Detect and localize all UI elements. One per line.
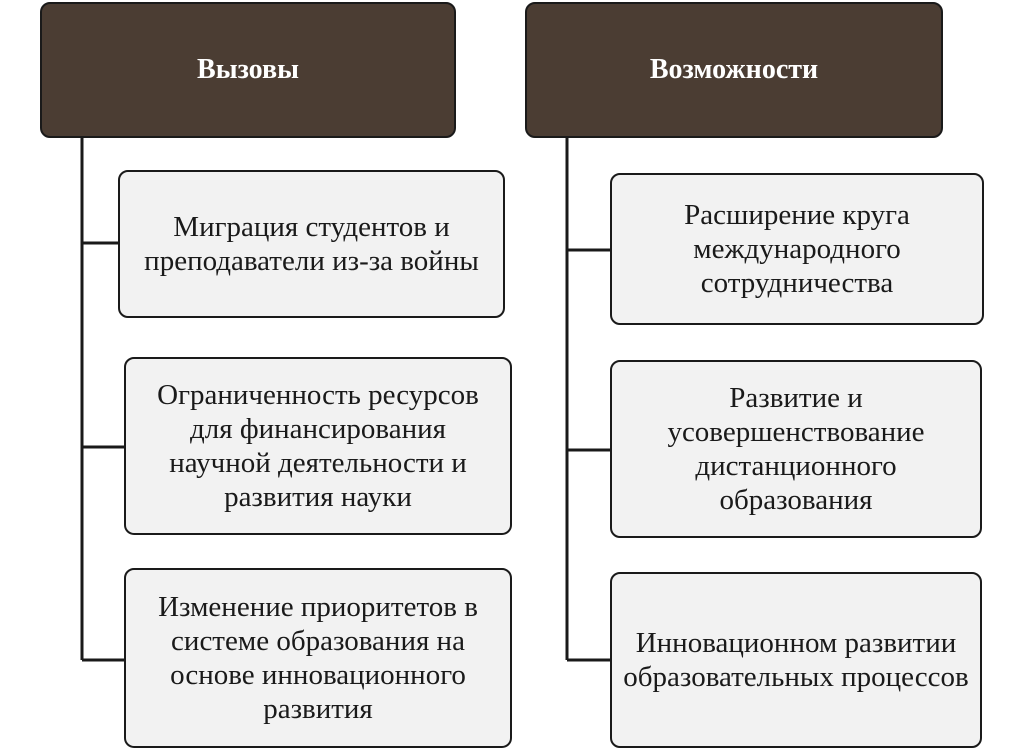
challenge-box-3	[124, 568, 512, 748]
challenge-box-1	[118, 170, 505, 318]
opportunity-text-1: Расширение круга международного сотрудничества	[684, 199, 910, 299]
opportunity-box-1	[610, 173, 984, 325]
challenge-box-2	[124, 357, 512, 535]
opportunity-box-3	[610, 572, 982, 748]
opportunity-box-2	[610, 360, 982, 538]
header-challenges-label: Вызовы	[197, 54, 299, 85]
challenge-text-3: Изменение приоритетов в системе образования на основе инновационного развития	[158, 591, 478, 725]
header-opportunities-label: Возможности	[649, 54, 819, 85]
header-challenges	[40, 2, 456, 138]
challenge-text-2: Ограниченность ресурсов для финансирования научной деятельности и развития науки	[157, 379, 479, 513]
header-opportunities	[525, 2, 943, 138]
challenge-text-1: Миграция студентов и преподаватели из-за войны	[144, 211, 479, 277]
opportunity-text-2: Развитие и усовершенствование дистанционного образования	[667, 382, 925, 516]
opportunity-text-3: Инновационном развитии образовательных процессов	[623, 627, 969, 693]
